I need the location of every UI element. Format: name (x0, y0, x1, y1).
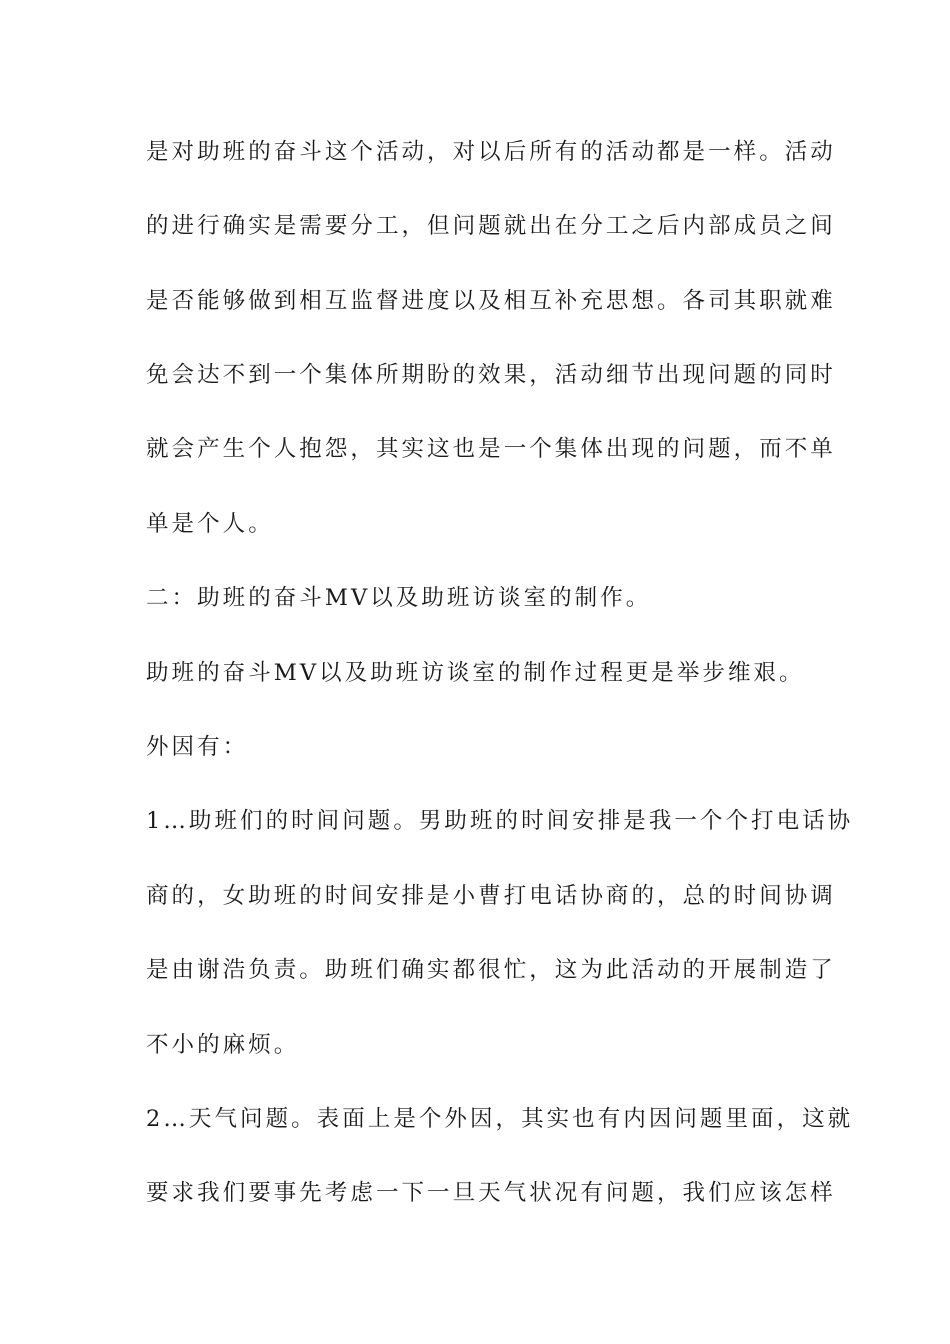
paragraph-line: 助班的奋斗MV以及助班访谈室的制作过程更是举步维艰。 (146, 660, 805, 686)
list-item-line: 1…助班们的时间问题。男助班的时间安排是我一个个打电话协 (146, 808, 854, 834)
list-item-line: 不小的麻烦。 (146, 1032, 300, 1058)
list-item-line: 是由谢浩负责。助班们确实都很忙，这为此活动的开展制造了 (146, 957, 836, 983)
list-item-line: 商的，女助班的时间安排是小曹打电话协商的，总的时间协调 (146, 883, 836, 909)
list-intro: 外因有： (146, 734, 249, 760)
list-item-line: 2…天气问题。表面上是个外因，其实也有内因问题里面，这就 (146, 1106, 854, 1132)
paragraph-line: 单是个人。 (146, 511, 274, 537)
paragraph-line: 的进行确实是需要分工，但问题就出在分工之后内部成员之间 (146, 213, 836, 239)
section-heading: 二：助班的奋斗MV以及助班访谈室的制作。 (146, 585, 652, 611)
list-item-line: 要求我们要事先考虑一下一旦天气状况有问题，我们应该怎样 (146, 1180, 836, 1206)
paragraph-line: 就会产生个人抱怨，其实这也是一个集体出现的问题，而不单 (146, 436, 836, 462)
paragraph-line: 是对助班的奋斗这个活动，对以后所有的活动都是一样。活动 (146, 139, 836, 165)
paragraph-line: 免会达不到一个集体所期盼的效果，活动细节出现问题的同时 (146, 362, 836, 388)
paragraph-line: 是否能够做到相互监督进度以及相互补充思想。各司其职就难 (146, 288, 836, 314)
